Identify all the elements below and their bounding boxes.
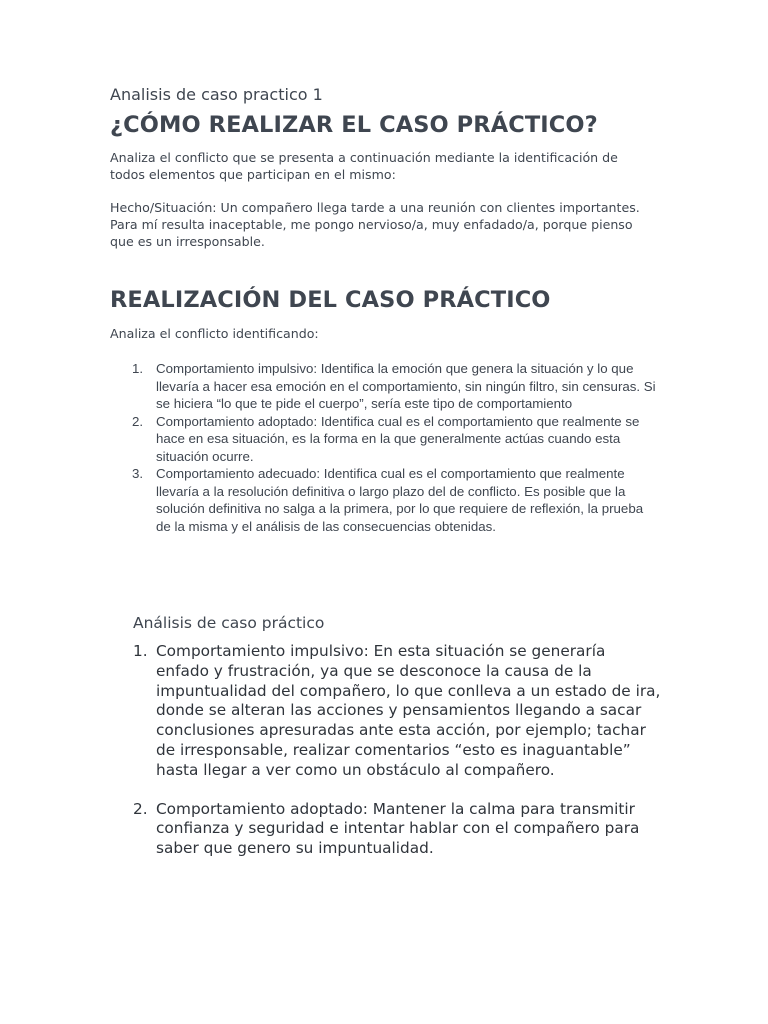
instruction-text: Comportamiento adecuado: Identifica cual es el comportamiento que realmente llevaría a la resolución definitiva o largo plazo del de conflicto. Es posible que la solución definitiva no salga a la primera, por lo que requiere de reflexión, la prueba de la misma y el análisis de las consecuencias obtenidas. — [156, 466, 644, 534]
list-number: 1. — [132, 361, 144, 376]
situation-paragraph: Hecho/Situación: Un compañero llega tarde a una reunión con clientes importantes. Para mí resulta inaceptable, me pongo nervioso/a, muy enfadado/a, porque pienso que es un irresponsable. — [110, 200, 640, 249]
instruction-text: Comportamiento impulsivo: Identifica la emoción que genera la situación y lo que llevaría a hacer esa emoción en el comportamiento, sin ningún filtro, sin censuras. Si se hiciera “lo que te pide el cuerpo”, sería este tipo de comportamiento — [156, 361, 656, 411]
document-title: Analisis de caso practico 1 — [110, 85, 323, 104]
intro-paragraph: Analiza el conflicto que se presenta a continuación mediante la identificación de todos elementos que participan en el mismo: — [110, 150, 618, 182]
instruction-item — [110, 413, 658, 466]
instruction-item — [110, 360, 658, 413]
analysis-list — [133, 642, 663, 859]
list-number: 1. — [133, 642, 148, 660]
list-number: 2. — [132, 413, 144, 429]
heading-como-realizar: ¿CÓMO REALIZAR EL CASO PRÁCTICO? — [110, 112, 598, 138]
instructions-list — [110, 360, 658, 535]
analysis-title: Análisis de caso práctico — [133, 614, 325, 632]
analiza-paragraph: Analiza el conflicto identificando: — [110, 326, 319, 341]
analysis-text: Comportamiento adoptado: Mantener la calma para transmitir confianza y seguridad e intentar hablar con el compañero para saber que genero su impuntualidad. — [156, 799, 640, 858]
analysis-text: Comportamiento impulsivo: En esta situación se generaría enfado y frustración, ya que se desconoce la causa de la impuntualidad del compañero, lo que conlleva a un estado de ira, donde se alteran las acciones y pensamientos llegando a sacar conclusiones apresuradas ante esta acción, por ejemplo; tachar de irresponsable, realizar comentarios “esto es inaguantable” hasta llegar a ver como un obstáculo al compañero. — [156, 642, 661, 779]
analysis-item — [133, 800, 663, 859]
heading-realizacion: REALIZACIÓN DEL CASO PRÁCTICO — [110, 287, 551, 313]
analysis-item — [133, 642, 663, 781]
list-number: 3. — [132, 466, 144, 481]
document-page — [110, 84, 670, 535]
list-number: 2. — [133, 799, 148, 818]
analysis-section — [133, 612, 663, 878]
instruction-text: Comportamiento adoptado: Identifica cual es el comportamiento que realmente se hace en esa situación, es la forma en la que generalmente actúas cuando esta situación ocurre. — [156, 413, 640, 464]
instruction-item — [110, 465, 658, 535]
